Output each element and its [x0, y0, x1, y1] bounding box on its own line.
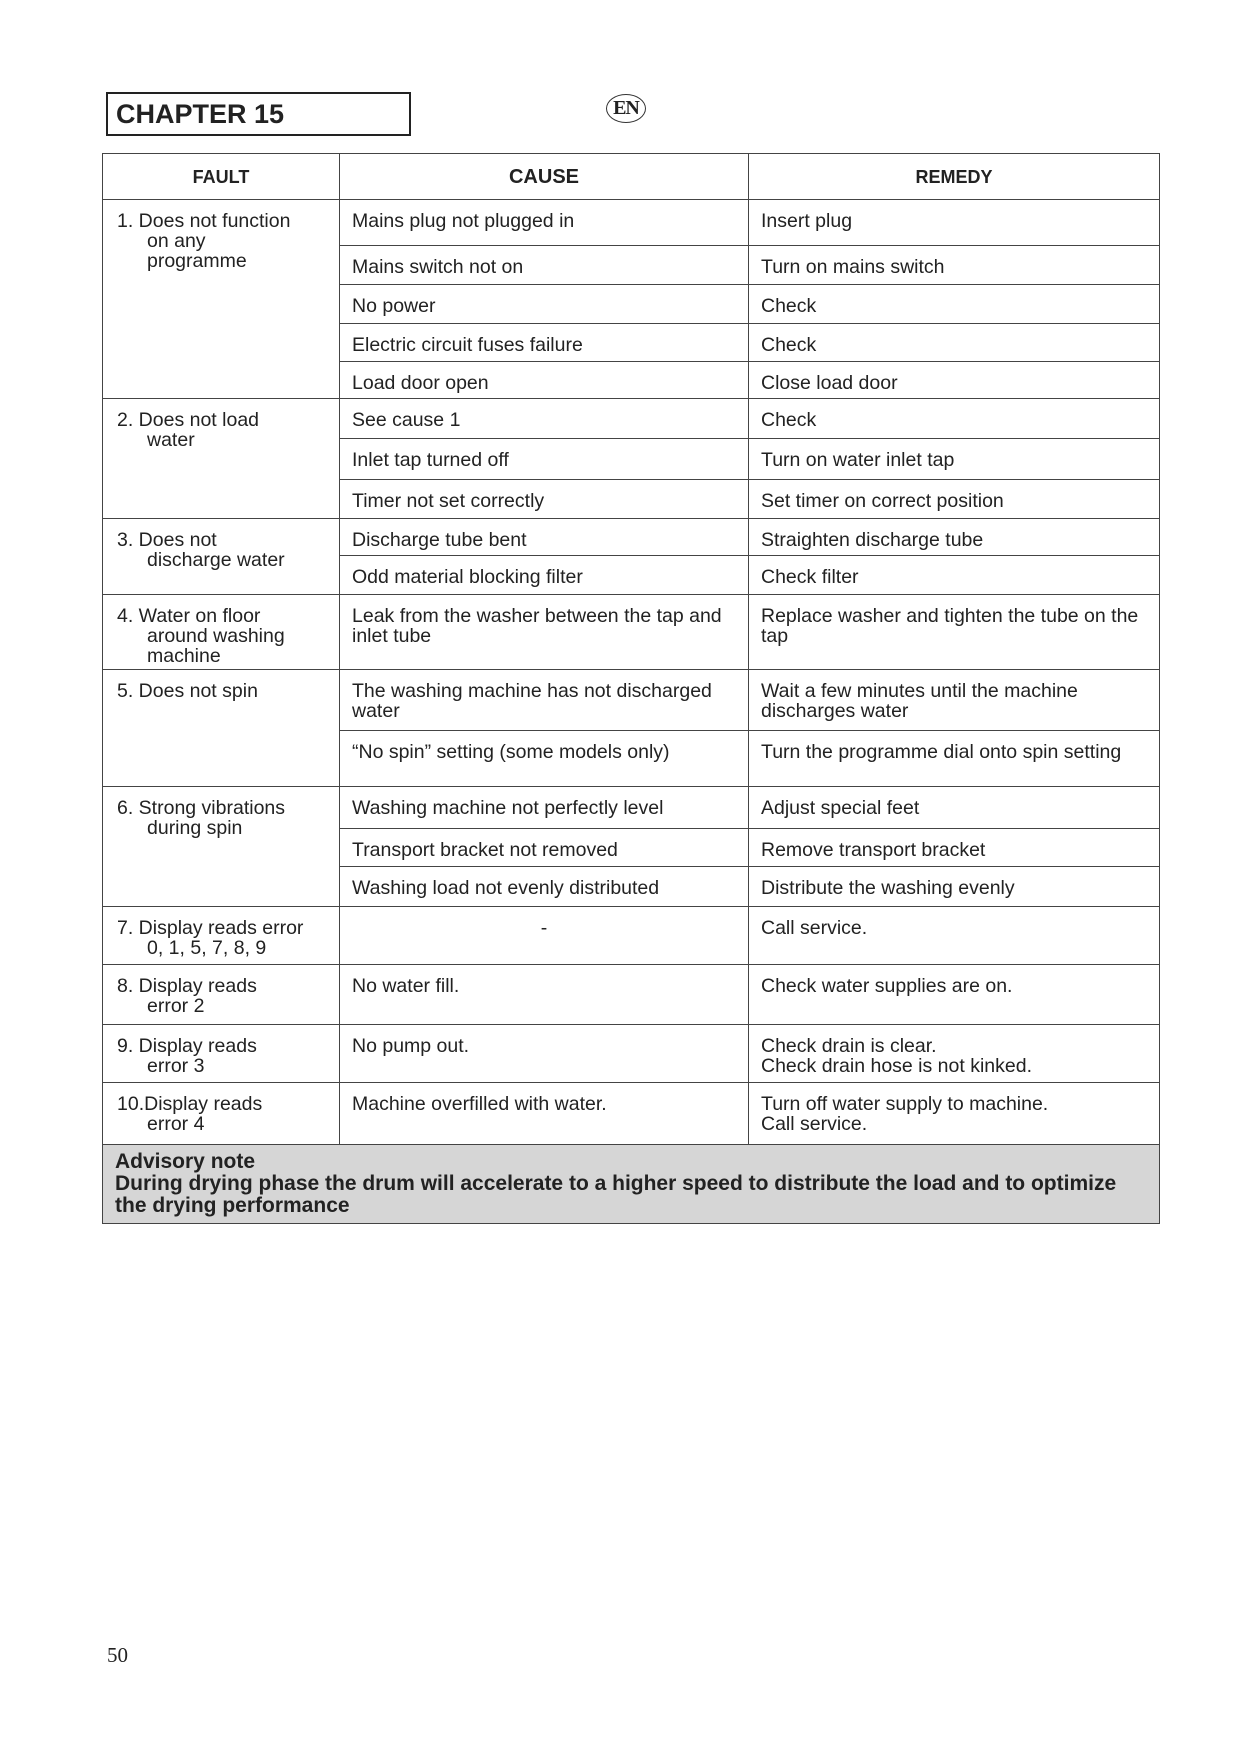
- fault-text: 6. Strong vibrations: [117, 797, 286, 819]
- cause-cell: Washing load not evenly distributed: [340, 867, 749, 907]
- remedy-text: Replace washer and tighten the tube on the tap: [761, 605, 1139, 647]
- page-number: 50: [107, 1643, 128, 1667]
- table-row: [103, 787, 1160, 829]
- cause-cell: Transport bracket not removed: [340, 829, 749, 867]
- remedy-text: Insert plug: [761, 210, 853, 232]
- remedy-text: Set timer on correct position: [761, 490, 1004, 512]
- remedy-cell: [749, 670, 1160, 731]
- remedy-cell: [749, 867, 1160, 907]
- remedy-cell: [749, 399, 1160, 439]
- table-row: [103, 965, 1160, 1025]
- remedy-cell: [749, 285, 1160, 324]
- cause-cell: Inlet tap turned off: [340, 439, 749, 480]
- remedy-text: Call service.: [761, 1113, 868, 1135]
- remedy-cell: [749, 1025, 1160, 1083]
- table-row: [103, 670, 1160, 731]
- fault-text: 10.Display reads: [117, 1093, 263, 1115]
- advisory-note: [103, 1145, 1160, 1224]
- remedy-text: Check: [761, 409, 817, 431]
- remedy-text: Adjust special feet: [761, 797, 920, 819]
- remedy-cell: [749, 965, 1160, 1025]
- fault-text: machine: [147, 645, 221, 667]
- remedy-text: Turn on mains switch: [761, 256, 945, 278]
- fault-text: water: [147, 429, 195, 451]
- advisory-title: Advisory note: [115, 1150, 256, 1173]
- fault-text: 7. Display reads error: [117, 917, 304, 939]
- remedy-text: Check drain is clear.: [761, 1035, 937, 1057]
- table-header-row: [103, 154, 1160, 200]
- fault-cell: [103, 200, 340, 399]
- header-remedy: REMEDY: [749, 154, 1160, 200]
- fault-cell: [103, 1025, 340, 1083]
- remedy-text: Close load door: [761, 372, 898, 394]
- fault-text: 9. Display reads: [117, 1035, 257, 1057]
- cause-cell: No pump out.: [340, 1025, 749, 1083]
- cause-cell: Leak from the washer between the tap and inlet tube: [340, 595, 749, 670]
- fault-cell: [103, 595, 340, 670]
- remedy-cell: [749, 556, 1160, 595]
- fault-text: during spin: [147, 817, 243, 839]
- cause-cell: Odd material blocking filter: [340, 556, 749, 595]
- cause-cell: See cause 1: [340, 399, 749, 439]
- table-row: [103, 519, 1160, 556]
- cause-cell: Timer not set correctly: [340, 480, 749, 519]
- remedy-cell: [749, 200, 1160, 246]
- fault-text: 8. Display reads: [117, 975, 257, 997]
- cause-cell: The washing machine has not discharged water: [340, 670, 749, 731]
- remedy-cell: [749, 519, 1160, 556]
- header-cause: CAUSE: [340, 154, 749, 200]
- fault-cell: [103, 399, 340, 519]
- fault-text: discharge water: [147, 549, 285, 571]
- language-badge-icon: EN: [606, 94, 646, 123]
- remedy-text: Distribute the washing evenly: [761, 877, 1015, 899]
- cause-cell: Machine overfilled with water.: [340, 1083, 749, 1145]
- remedy-cell: [749, 595, 1160, 670]
- fault-text: programme: [147, 250, 247, 272]
- remedy-text: Straighten discharge tube: [761, 529, 984, 551]
- fault-text: 3. Does not: [117, 529, 217, 551]
- remedy-cell: [749, 787, 1160, 829]
- table-row: [103, 1025, 1160, 1083]
- remedy-text: Call service.: [761, 917, 868, 939]
- remedy-cell: [749, 246, 1160, 285]
- fault-cell: [103, 670, 340, 787]
- remedy-text: Check filter: [761, 566, 859, 588]
- header-fault: FAULT: [103, 154, 340, 200]
- fault-text: on any: [147, 230, 206, 252]
- cause-cell: “No spin” setting (some models only): [340, 731, 749, 787]
- cause-cell: Load door open: [340, 362, 749, 399]
- cause-cell: -: [340, 907, 749, 965]
- remedy-cell: [749, 362, 1160, 399]
- fault-cell: [103, 519, 340, 595]
- cause-cell: Mains switch not on: [340, 246, 749, 285]
- fault-cell: [103, 787, 340, 907]
- remedy-text: Wait a few minutes until the machine discharges water: [761, 680, 1078, 722]
- remedy-cell: [749, 731, 1160, 787]
- fault-text: error 2: [147, 995, 205, 1017]
- cause-cell: Electric circuit fuses failure: [340, 324, 749, 362]
- table-row: [103, 907, 1160, 965]
- cause-cell: Mains plug not plugged in: [340, 200, 749, 246]
- fault-text: 0, 1, 5, 7, 8, 9: [147, 937, 267, 959]
- remedy-text: Turn on water inlet tap: [761, 449, 955, 471]
- remedy-cell: [749, 1083, 1160, 1145]
- cause-cell: Washing machine not perfectly level: [340, 787, 749, 829]
- fault-text: 1. Does not function: [117, 210, 291, 232]
- table-row: [103, 200, 1160, 246]
- remedy-text: Check drain hose is not kinked.: [761, 1055, 1032, 1077]
- remedy-cell: [749, 829, 1160, 867]
- remedy-text: Check: [761, 295, 817, 317]
- cause-cell: No water fill.: [340, 965, 749, 1025]
- remedy-text: Check: [761, 334, 817, 356]
- cause-cell: Discharge tube bent: [340, 519, 749, 556]
- remedy-cell: [749, 907, 1160, 965]
- remedy-text: Turn the programme dial onto spin setting: [761, 741, 1122, 763]
- remedy-cell: [749, 324, 1160, 362]
- remedy-text: Remove transport bracket: [761, 839, 986, 861]
- remedy-text: Turn off water supply to machine.: [761, 1093, 1049, 1115]
- fault-cell: [103, 907, 340, 965]
- table-row: [103, 595, 1160, 670]
- table-row: [103, 1083, 1160, 1145]
- fault-text: around washing: [147, 625, 285, 647]
- fault-text: 4. Water on floor: [117, 605, 261, 627]
- cause-cell: No power: [340, 285, 749, 324]
- fault-cell: [103, 965, 340, 1025]
- fault-cell: [103, 1083, 340, 1145]
- chapter-title: CHAPTER 15: [106, 92, 411, 136]
- remedy-cell: [749, 480, 1160, 519]
- fault-text: error 4: [147, 1113, 205, 1135]
- remedy-cell: [749, 439, 1160, 480]
- fault-text: 2. Does not load: [117, 409, 260, 431]
- fault-text: error 3: [147, 1055, 205, 1077]
- table-row: [103, 399, 1160, 439]
- troubleshooting-table: [102, 153, 1160, 1224]
- fault-text: 5. Does not spin: [117, 680, 258, 702]
- remedy-text: Check water supplies are on.: [761, 975, 1013, 997]
- advisory-text: During drying phase the drum will accelerate to a higher speed to distribute the load and to optimize the drying performance: [115, 1172, 1117, 1217]
